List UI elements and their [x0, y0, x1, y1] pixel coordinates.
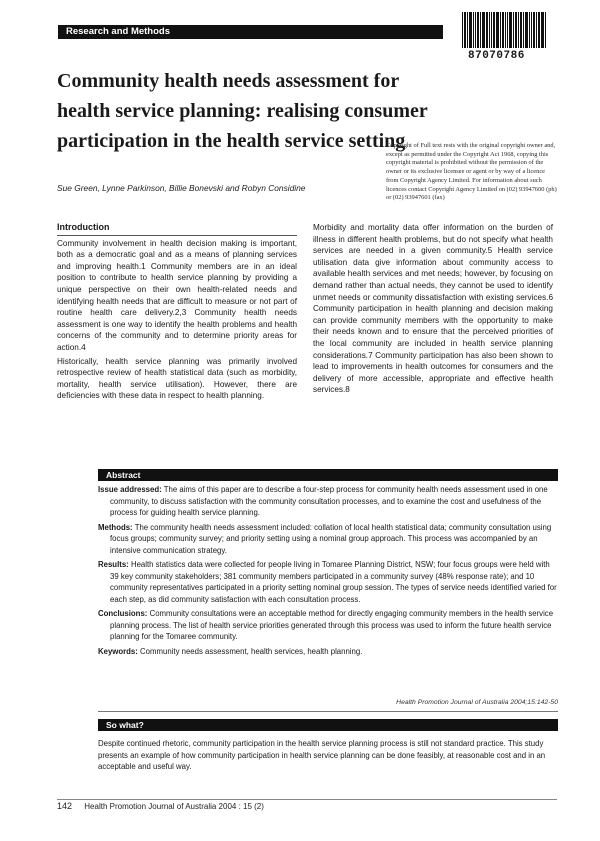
introduction-heading: Introduction [57, 222, 297, 236]
intro-paragraph: Historically, health service planning was primarily involved retrospective review of health statistical data (such as morbidity, mortality, health service utilisation). However, there are deficiencies with these data in respect to health planning. [57, 356, 297, 401]
abstract-row-text: Health statistics data were collected for people living in Tomaree Planning District, NSW; four focus groups were held with 39 key community stakeholders; 381 community members participated in a community survey (48% response rate); and 10 community representatives participated in a priority setting nominal group session. The types of service needs identified varied for each step, as did community satisfaction with each consultation process. [110, 560, 557, 604]
author-list: Sue Green, Lynne Parkinson, Billie Bonevski and Robyn Considine [57, 183, 306, 193]
footer-journal: Health Promotion Journal of Australia 2004 : 15 (2) [84, 802, 264, 811]
abstract-row [98, 484, 558, 519]
so-what-heading-bar [98, 719, 558, 731]
page-number: 142 [57, 801, 73, 811]
footer-divider [57, 799, 557, 800]
copyright-notice: Copyright of Full text rests with the original copyright owner and, except as permitted under the Copyright Act 1968, copying this copyright material is prohibited without the permission of the owner or its exclusive licensee or agent or by way of a licence from Copyright Agency Limited. For information about such licences contact Copyright Agency Limited on (02) 93947600 (ph) or (02) 93947601 (fax) [386, 142, 557, 202]
so-what-text: Despite continued rhetoric, community participation in the health service planning process is still not standard practice. This study presents an example of how community participation in health service planning can be done feasibly, at reasonable cost and in an acceptable and useful way. [98, 739, 546, 771]
divider [98, 711, 558, 712]
journal-reference: Health Promotion Journal of Australia 2004;15:142-50 [396, 699, 558, 706]
abstract-row-label: Issue addressed: [98, 485, 162, 494]
section-header-bar [58, 25, 443, 39]
barcode-number: 87070786 [468, 50, 525, 62]
intro-left-column [57, 222, 297, 404]
abstract-row [98, 522, 558, 557]
abstract-row-text: Community consultations were an acceptable method for directly engaging community members in the health service planning process. The list of health service priorities generated through this process was used to inform the future health service planning for the Tomaree community. [110, 609, 554, 641]
barcode-image [462, 12, 555, 48]
article-title: Community health needs assessment for health service planning: realising consumer participation in the health service setting [57, 70, 428, 152]
abstract-row [98, 608, 558, 643]
intro-paragraph: Morbidity and mortality data offer information on the burden of illness in different health problems, but do not specify what health services are needed in a given community.5 Health service utilisation data give information about community access to available health services and met needs; however, by focusing on demand rather than actual needs, they cannot be used to identify unmet needs or community dissatisfaction with existing services.6 Community participation in health planning and decision making can provide community members with the opportunity to make their needs known and to ensure that the perceived priorities of the local community are included in health service planning considerations.7 Community participation has also been shown to lead to improvements in health outcomes for consumers and the delivery of more accessible, appropriate and effective health services.8 [313, 223, 553, 395]
intro-paragraph: Community involvement in health decision making is important, both as a democratic goal and as a means of planning services and improving health.1 Community members are in an ideal position to contribute to health service planning by providing a unique perspective on their own health-related needs and identifying health needs that are difficult to measure or not part of routine health care delivery.2,3 Community health needs assessment is one way to identify the health problems and health concerns of the community and to determine priority areas for action.4 [57, 238, 297, 352]
so-what-heading: So what? [106, 720, 144, 730]
abstract-row-label: Conclusions: [98, 609, 148, 618]
intro-right-column [313, 222, 553, 398]
abstract-row-text: Community needs assessment, health services, health planning. [140, 646, 363, 656]
abstract-row-label: Results: [98, 560, 129, 569]
abstract-heading: Abstract [106, 470, 141, 480]
abstract-row-label: Methods: [98, 522, 133, 532]
abstract-heading-bar [98, 469, 558, 481]
abstract-row-text: The community health needs assessment included: collation of local health statistical data; community consultation using focus groups; community survey; and priority setting using a nominal group approach. This process was accompanied by an intensive communication strategy. [110, 522, 552, 555]
abstract-row-label: Keywords: [98, 646, 138, 656]
abstract-row-text: The aims of this paper are to describe a four-step process for community health needs assessment used in one community, to discuss satisfaction with the community consultation processes, and to examine the cost and usefulness of the process for guiding health service planning. [110, 485, 548, 517]
abstract-row [98, 646, 558, 658]
section-label: Research and Methods [66, 26, 170, 37]
page-footer [57, 801, 264, 811]
abstract-body [98, 484, 558, 660]
abstract-row [98, 559, 558, 605]
